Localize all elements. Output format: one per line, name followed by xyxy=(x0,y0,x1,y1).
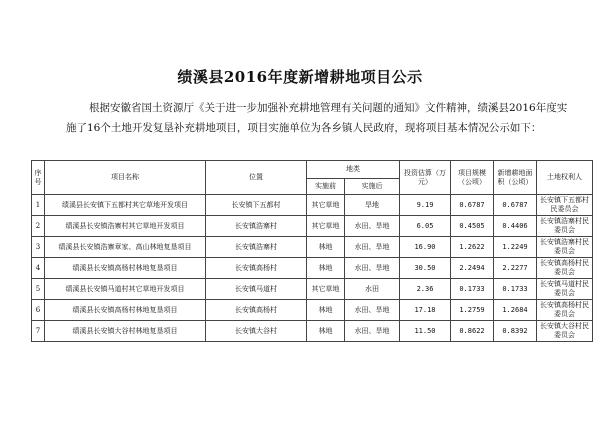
cell-investment: 17.18 xyxy=(400,300,451,321)
cell-new-area: 0.4406 xyxy=(494,216,537,237)
table-row xyxy=(32,300,593,321)
cell-before: 林地 xyxy=(307,300,345,321)
cell-scale: 2.2494 xyxy=(451,258,494,279)
cell-owner: 长安镇马道村民委员会 xyxy=(537,279,593,300)
cell-owner: 长安镇浩寨村民委员会 xyxy=(537,216,593,237)
cell-location: 长安镇马道村 xyxy=(206,279,307,300)
header-name: 项目名称 xyxy=(45,161,206,195)
cell-before: 其它草地 xyxy=(307,216,345,237)
cell-location: 长安镇高杨村 xyxy=(206,300,307,321)
cell-after: 水田、旱地 xyxy=(345,216,400,237)
cell-investment: 6.05 xyxy=(400,216,451,237)
cell-owner: 长安镇高杨村民委员会 xyxy=(537,300,593,321)
cell-seq: 6 xyxy=(32,300,45,321)
cell-seq: 3 xyxy=(32,237,45,258)
cell-name: 绩溪县长安镇浩寨章家、高山林地复垦项目 xyxy=(45,237,206,258)
cell-location: 长安镇高杨村 xyxy=(206,258,307,279)
header-seq: 序号 xyxy=(32,161,45,195)
table-row xyxy=(32,195,593,216)
table-body xyxy=(32,195,593,342)
cell-scale: 0.8622 xyxy=(451,321,494,342)
header-before: 实施前 xyxy=(307,179,345,195)
cell-scale: 0.1733 xyxy=(451,279,494,300)
cell-before: 林地 xyxy=(307,237,345,258)
cell-before: 林地 xyxy=(307,321,345,342)
cell-new-area: 1.2249 xyxy=(494,237,537,258)
cell-new-area: 0.6787 xyxy=(494,195,537,216)
cell-scale: 0.6787 xyxy=(451,195,494,216)
cell-after: 水田 xyxy=(345,279,400,300)
cell-owner: 长安镇下五都村民委员会 xyxy=(537,195,593,216)
table-row xyxy=(32,216,593,237)
cell-name: 绩溪县长安镇大谷村林地复垦项目 xyxy=(45,321,206,342)
intro-paragraph xyxy=(66,98,576,138)
cell-seq: 4 xyxy=(32,258,45,279)
cell-scale: 0.4505 xyxy=(451,216,494,237)
cell-after: 水田、旱地 xyxy=(345,321,400,342)
header-new-area: 新增耕地面积（公顷） xyxy=(494,161,537,195)
header-owner: 土地权利人 xyxy=(537,161,593,195)
cell-scale: 1.2622 xyxy=(451,237,494,258)
cell-investment: 30.50 xyxy=(400,258,451,279)
table-row xyxy=(32,258,593,279)
cell-location: 长安镇大谷村 xyxy=(206,321,307,342)
cell-after: 旱地 xyxy=(345,195,400,216)
cell-seq: 1 xyxy=(32,195,45,216)
cell-name: 绩溪县长安镇高杨村林地复垦项目 xyxy=(45,300,206,321)
cell-owner: 长安镇浩寨村民委员会 xyxy=(537,237,593,258)
document-title: 绩溪县2016年度新增耕地项目公示 xyxy=(177,68,423,86)
cell-name: 绩溪县长安镇浩寨村其它草地开发项目 xyxy=(45,216,206,237)
cell-new-area: 0.8392 xyxy=(494,321,537,342)
cell-before: 其它草地 xyxy=(307,195,345,216)
header-investment: 投资估算（万元） xyxy=(400,161,451,195)
cell-name: 绩溪县长安镇下五都村其它草地开发项目 xyxy=(45,195,206,216)
cell-new-area: 1.2684 xyxy=(494,300,537,321)
table-row xyxy=(32,321,593,342)
cell-name: 绩溪县长安镇高杨村林地复垦项目 xyxy=(45,258,206,279)
cell-investment: 9.19 xyxy=(400,195,451,216)
cell-location: 长安镇浩寨村 xyxy=(206,216,307,237)
cell-name: 绩溪县长安镇马道村其它草地开发项目 xyxy=(45,279,206,300)
cell-before: 其它草地 xyxy=(307,279,345,300)
cell-seq: 7 xyxy=(32,321,45,342)
cell-new-area: 0.1733 xyxy=(494,279,537,300)
table-row xyxy=(32,237,593,258)
project-table xyxy=(31,160,593,342)
cell-investment: 2.36 xyxy=(400,279,451,300)
cell-before: 林地 xyxy=(307,258,345,279)
cell-owner: 长安镇大谷村民委员会 xyxy=(537,321,593,342)
cell-investment: 11.50 xyxy=(400,321,451,342)
cell-seq: 5 xyxy=(32,279,45,300)
cell-seq: 2 xyxy=(32,216,45,237)
header-location: 位置 xyxy=(206,161,307,195)
header-land-type: 地类 xyxy=(307,161,400,179)
cell-after: 水田、旱地 xyxy=(345,300,400,321)
table-header-row xyxy=(32,161,593,179)
cell-scale: 1.2759 xyxy=(451,300,494,321)
cell-location: 长安镇下五都村 xyxy=(206,195,307,216)
header-after: 实施后 xyxy=(345,179,400,195)
header-scale: 项目规模（公顷） xyxy=(451,161,494,195)
cell-investment: 16.90 xyxy=(400,237,451,258)
cell-after: 水田、旱地 xyxy=(345,258,400,279)
cell-location: 长安镇浩寨村 xyxy=(206,237,307,258)
intro-text: 根据安徽省国土资源厅《关于进一步加强补充耕地管理有关问题的通知》文件精神，绩溪县2016年度实施了16个土地开发复垦补充耕地项目，项目实施单位为各乡镇人民政府，现将项目基本情况公示如下： xyxy=(66,102,568,134)
cell-owner: 长安镇高杨村民委员会 xyxy=(537,258,593,279)
cell-new-area: 2.2277 xyxy=(494,258,537,279)
cell-after: 水田、旱地 xyxy=(345,237,400,258)
table-row xyxy=(32,279,593,300)
